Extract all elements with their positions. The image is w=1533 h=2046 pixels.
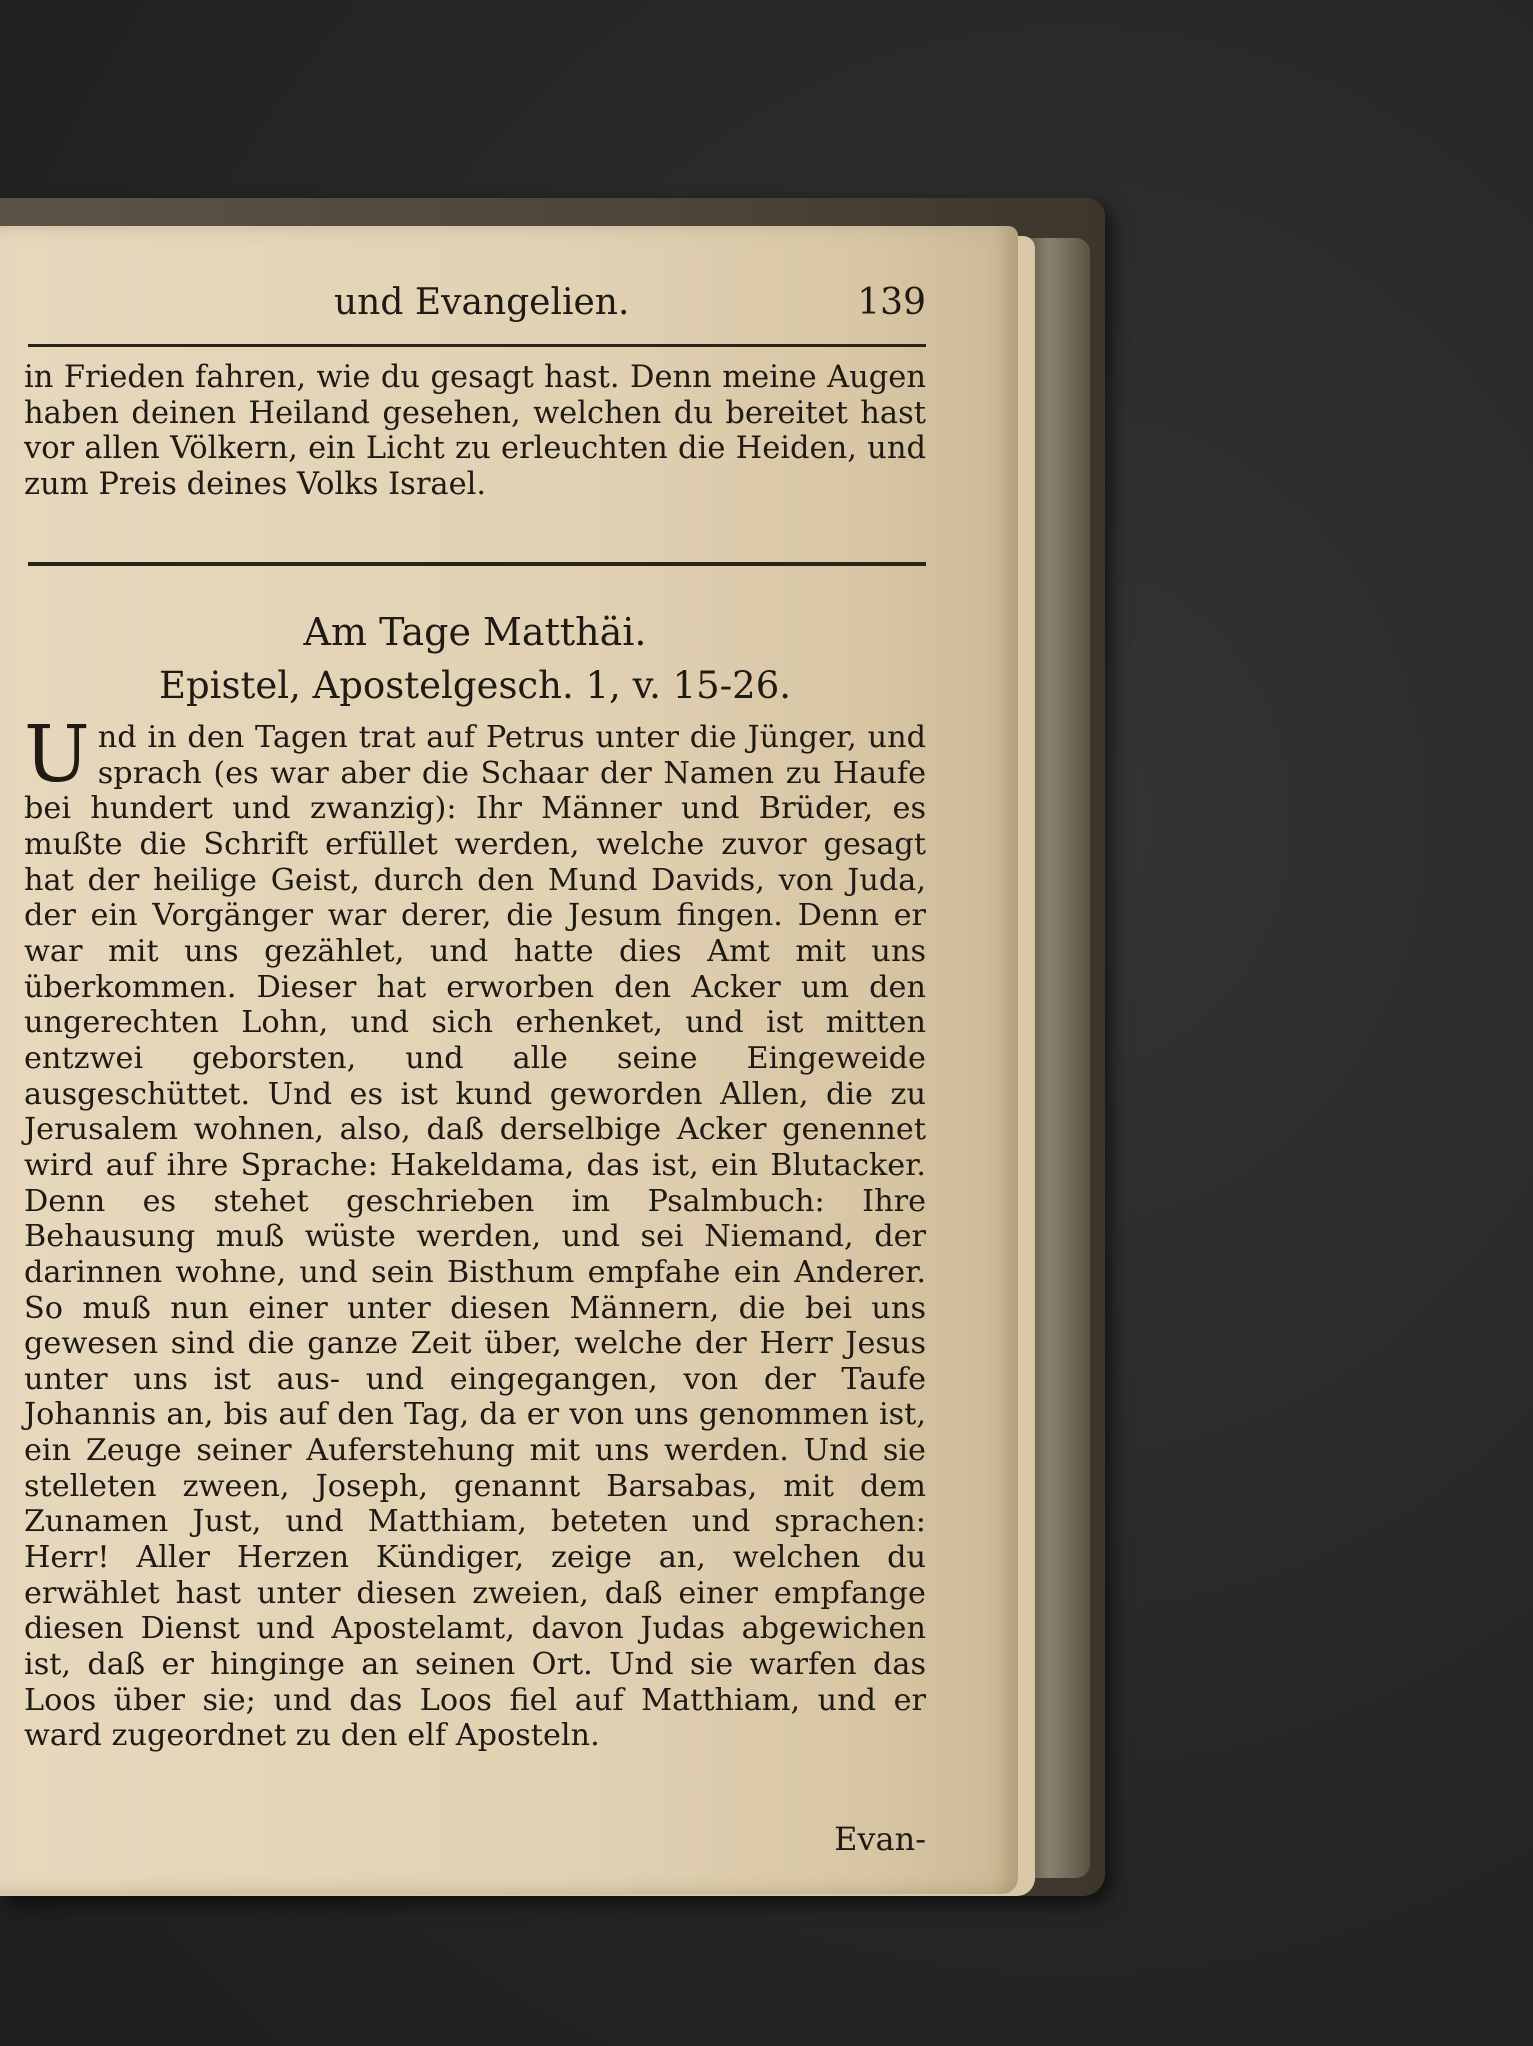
feast-title: Am Tage Matthäi. [303, 610, 647, 654]
epistle-title: Epistel, Apostelgesch. 1, v. 15-26. [158, 664, 792, 707]
epistle-text [24, 710, 926, 1754]
page-number: 139 [857, 282, 926, 323]
section-divider [28, 562, 926, 566]
drop-cap: U [24, 710, 90, 800]
page-header [24, 282, 926, 332]
running-title: und Evangelien. [334, 282, 630, 323]
epistle-body: nd in den Tagen trat auf Petrus unter die Jünger, und sprach (es war aber die Schaar der Namen zu Haufe bei hundert und zwanzig): Ihr Männer und Brüder, es mußte die Schrift erfüllet werden, welche zuvor gesagt hat der heilige Geist, durch den Mund Davids, von Juda, der ein Vorgänger war derer, die Jesum fingen. Denn er war mit uns gezählet, und hatte dies Amt mit uns überkommen. Dieser hat erworben den Acker um den ungerechten Lohn, und sich erhenket, und ist mitten entzwei geborsten, und alle seine Eingeweide ausgeschüttet. Und es ist kund geworden Allen, die zu Jerusalem wohnen, also, daß derselbige Acker genennet wird auf ihre Sprache: Hakeldama, das ist, ein Blutacker. Denn es stehet geschrieben im Psalmbuch: Ihre Behausung muß wüste werden, und sei Niemand, der darinnen wohne, und sein Bisthum empfahe ein Anderer. So muß nun einer unter diesen Männern, die bei uns gewesen sind die ganze Zeit über, welche der Herr Jesus unter uns ist aus- und eingegangen, von der Taufe Johannis an, bis auf den Tag, da er von uns genommen ist, ein Zeuge seiner Auferstehung mit uns werden. Und sie stelleten zween, Joseph, genannt Barsabas, mit dem Zunamen Just, und Matthiam, beteten und sprachen: Herr! Aller Herzen Kündiger, zeige an, welchen du erwählet hast unter diesen zweien, daß einer empfange diesen Dienst und Apostelamt, davon Judas abgewichen ist, daß er hinginge an seinen Ort. Und sie warfen das Loos über sie; und das Loos fiel auf Matthiam, und er ward zugeordnet zu den elf Aposteln. [24, 720, 926, 1754]
header-rule [28, 344, 926, 347]
preceding-paragraph: in Frieden fahren, wie du gesagt hast. Denn meine Augen haben deinen Heiland gesehen, welchen du bereitet hast vor allen Völkern, ein Licht zu erleuchten die Heiden, und zum Preis deines Volks Israel. [24, 360, 926, 502]
catchword: Evan- [834, 1820, 926, 1858]
